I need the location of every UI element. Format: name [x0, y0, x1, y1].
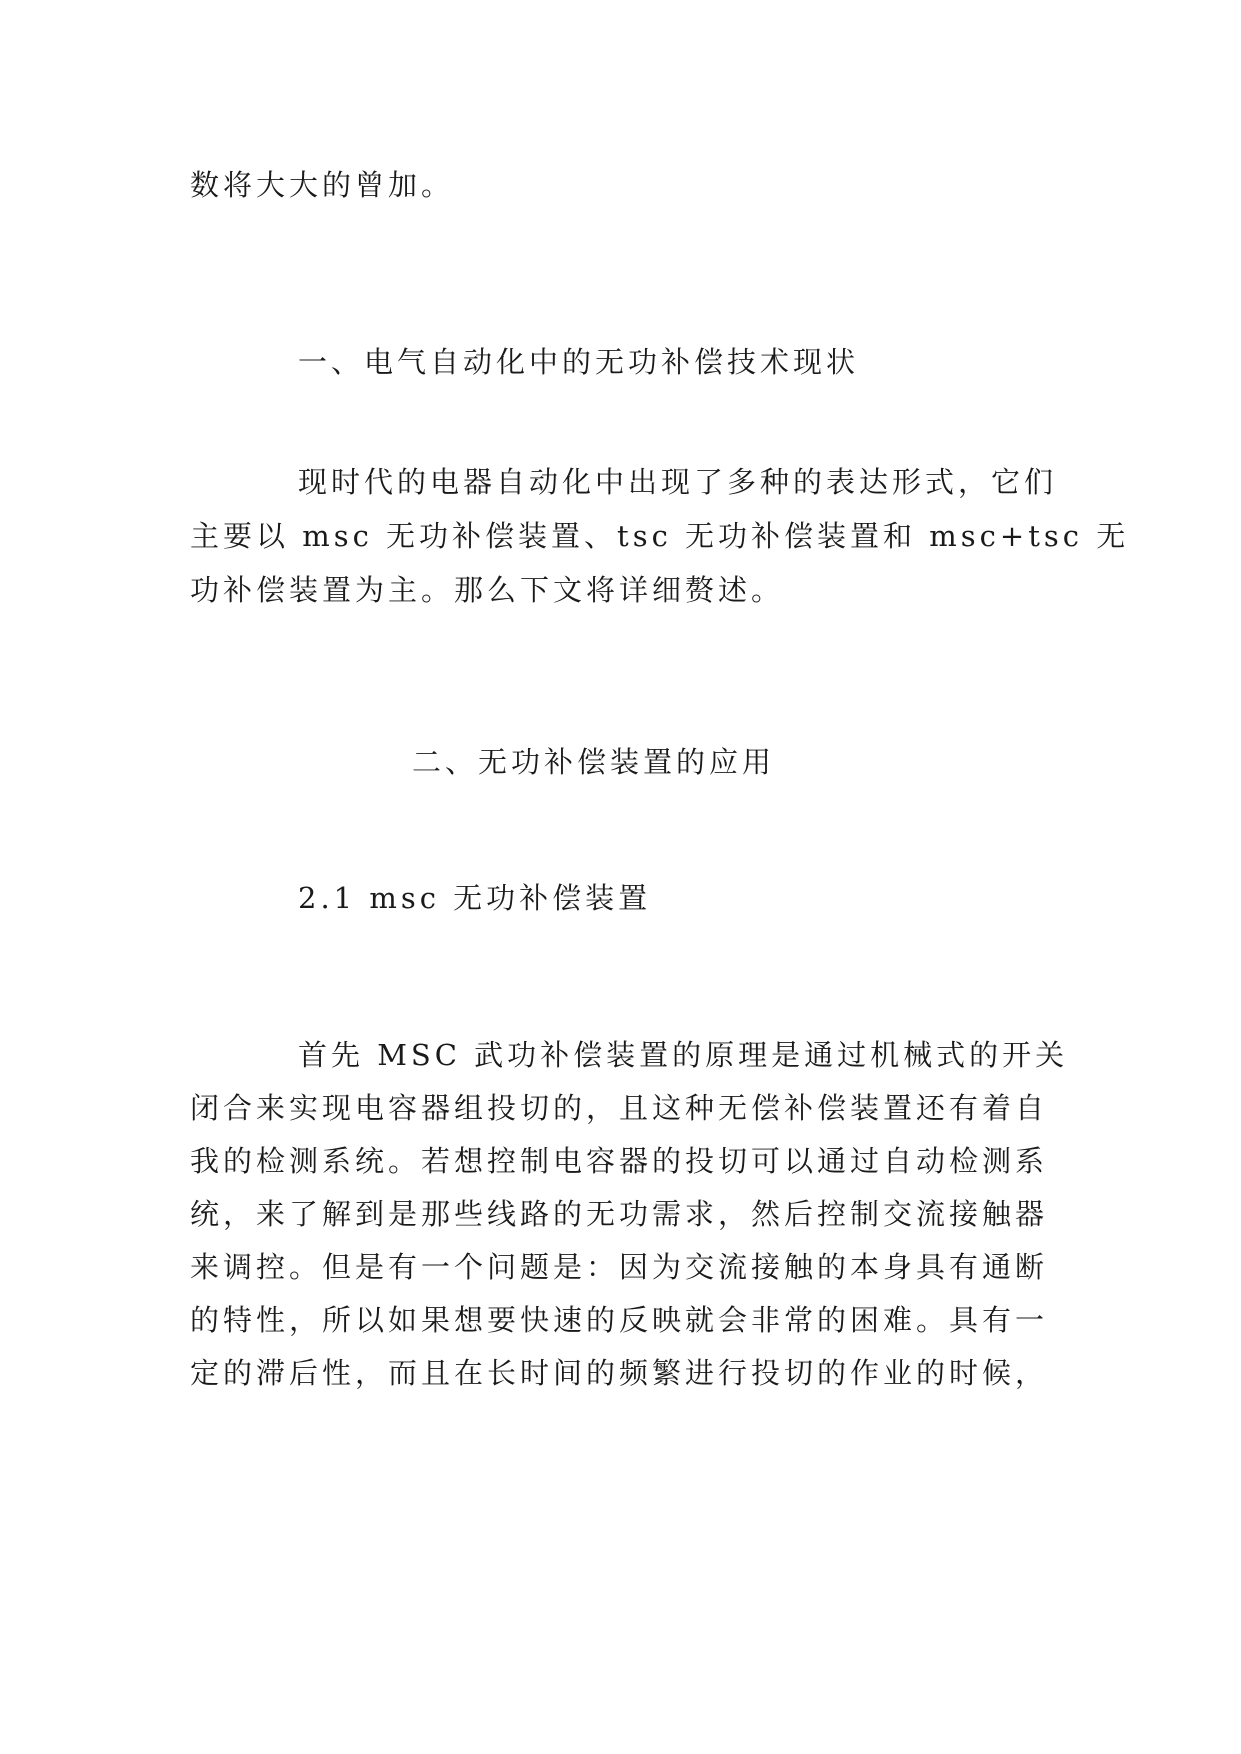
paragraph-line: 定的滞后性，而且在长时间的频繁进行投切的作业的时候，: [190, 1356, 1049, 1390]
paragraph-line: 首先 MSC 武功补偿装置的原理是通过机械式的开关: [298, 1038, 1069, 1072]
paragraph-line: 的特性，所以如果想要快速的反映就会非常的困难。具有一: [190, 1303, 1049, 1337]
paragraph-line: 我的检测系统。若想控制电容器的投切可以通过自动检测系: [190, 1144, 1049, 1178]
subsection-heading: 2.1 msc 无功补偿装置: [298, 881, 652, 915]
paragraph-line: 现时代的电器自动化中出现了多种的表达形式，它们: [298, 465, 1058, 499]
section-heading-1: 一、电气自动化中的无功补偿技术现状: [298, 345, 860, 379]
paragraph-line: 来调控。但是有一个问题是：因为交流接触的本身具有通断: [190, 1250, 1049, 1284]
paragraph-line: 主要以 msc 无功补偿装置、tsc 无功补偿装置和 msc+tsc 无: [190, 519, 1130, 553]
section-heading-2: 二、无功补偿装置的应用: [412, 745, 776, 779]
continuation-text: 数将大大的曾加。: [190, 168, 455, 202]
paragraph-line: 统，来了解到是那些线路的无功需求，然后控制交流接触器: [190, 1197, 1049, 1231]
paragraph-line: 功补偿装置为主。那么下文将详细赘述。: [190, 573, 785, 607]
paragraph-line: 闭合来实现电容器组投切的，且这种无偿补偿装置还有着自: [190, 1091, 1049, 1125]
